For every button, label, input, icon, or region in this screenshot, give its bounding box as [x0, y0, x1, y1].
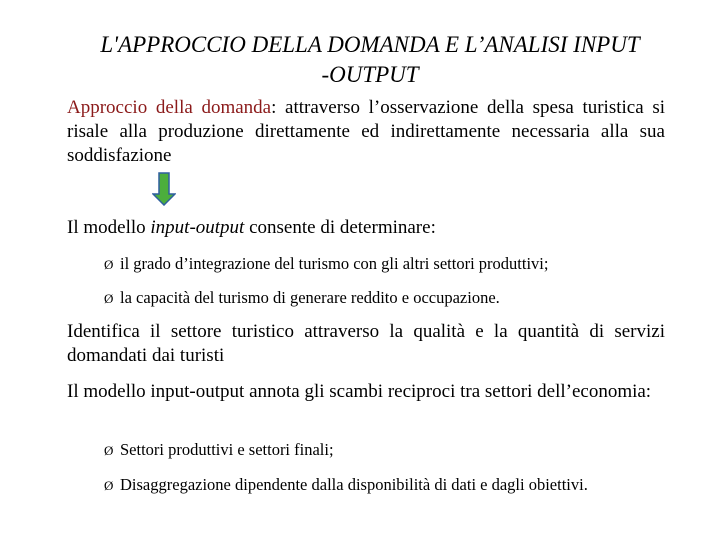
bullet-text: Settori produttivi e settori finali; [120, 440, 334, 459]
model-text-after: consente di determinare: [244, 217, 436, 238]
bullet-item-income [104, 288, 694, 309]
down-arrow-icon [152, 172, 176, 206]
identifies-paragraph: Identifica il settore turistico attraverso la qualità e la quantità di servizi domandati dai turisti [67, 321, 665, 366]
demand-approach-highlight: Approccio della domanda [67, 97, 272, 118]
bullet-text: il grado d’integrazione del turismo con gli altri settori produttivi; [120, 254, 549, 273]
bullet-arrow-icon: Ø [104, 291, 114, 306]
bullet-text: Disaggregazione dipendente dalla disponibilità di dati e dagli obiettivi. [120, 475, 588, 494]
model-text-italic: input-output [150, 217, 245, 238]
model-paragraph [67, 216, 665, 240]
bullet-item-integration [104, 254, 694, 275]
demand-approach-paragraph [67, 96, 665, 168]
model-text-before: Il modello [67, 217, 151, 238]
demand-approach-text: : attraverso l’osservazione della spesa turistica si risale alla produzione direttamente ed indirettamente necessaria alla sua soddisfazione [67, 97, 665, 166]
annotates-paragraph: Il modello input-output annota gli scambi reciproci tra settori dell’economia: [67, 381, 652, 402]
bullet-text: la capacità del turismo di generare reddito e occupazione. [120, 288, 500, 307]
title-line-2: -OUTPUT [321, 62, 419, 87]
bullet-arrow-icon: Ø [104, 257, 114, 272]
title-line-1: L'APPROCCIO DELLA DOMANDA E L’ANALISI INPUT [100, 32, 640, 57]
bullet-item-disaggregation [104, 475, 694, 496]
bullet-arrow-icon: Ø [104, 478, 114, 493]
bullet-arrow-icon: Ø [104, 443, 114, 458]
slide-title [60, 30, 680, 90]
bullet-item-sectors [104, 440, 694, 461]
